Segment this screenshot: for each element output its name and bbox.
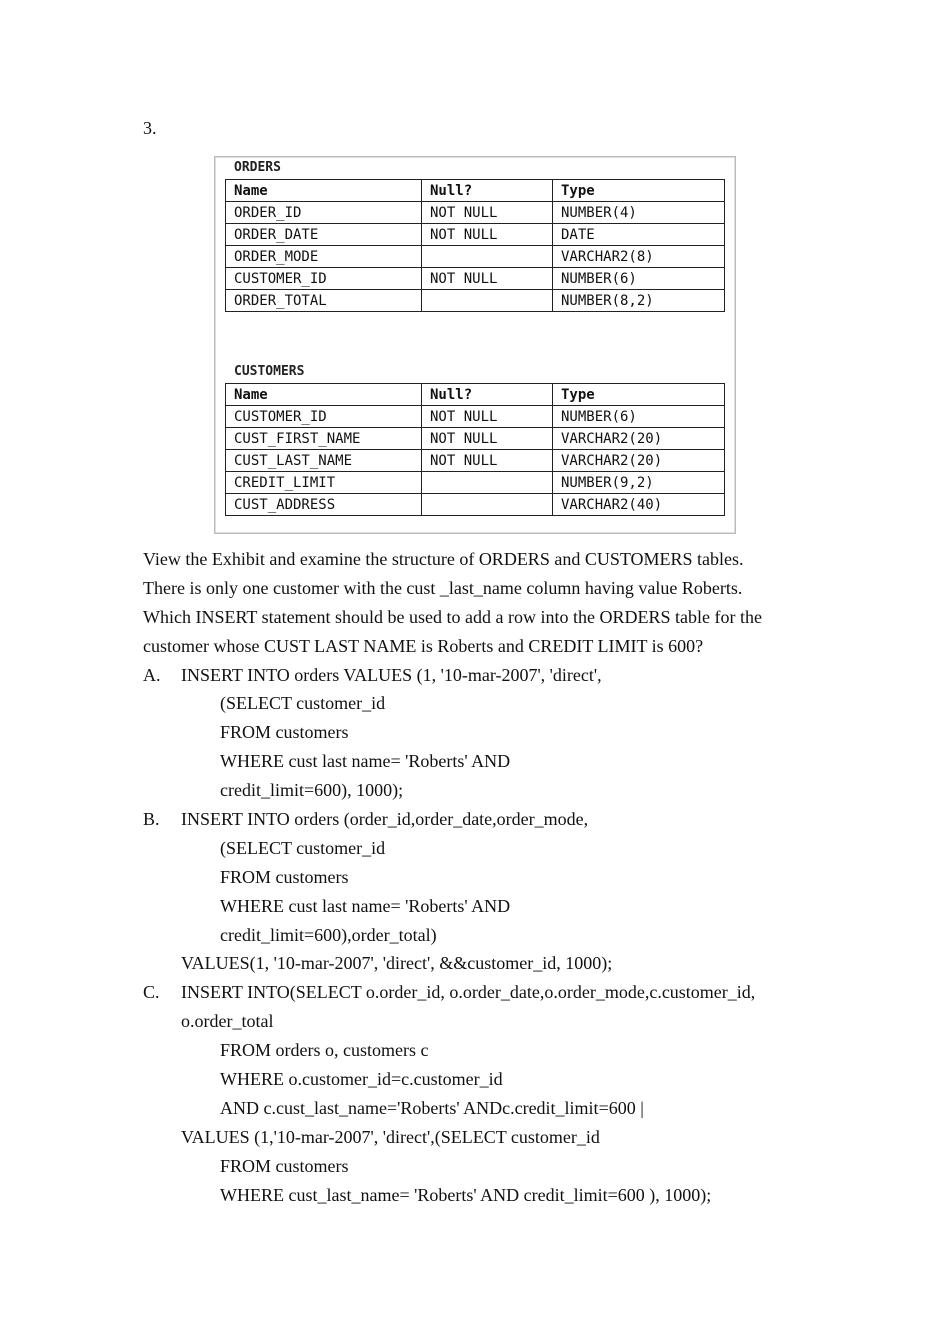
option-code-line: (SELECT customer_id [220,693,386,714]
cell-type: NUMBER(6) [553,406,725,428]
customers-table-block [225,363,723,516]
option-code-line: FROM customers [220,722,349,743]
customers-table-caption: CUSTOMERS [234,364,305,379]
stem-line: customer whose CUST LAST NAME is Roberts and CREDIT LIMIT is 600? [143,635,704,656]
cell-name: CUST_ADDRESS [226,494,422,516]
orders-table-caption: ORDERS [234,160,281,175]
cell-type: NUMBER(4) [553,202,725,224]
cell-type: VARCHAR2(20) [553,428,725,450]
option-code-line: WHERE cust last name= 'Roberts' AND [220,895,511,916]
table-header-row [226,180,725,202]
option-code-line: AND c.cust_last_name='Roberts' ANDc.credit_limit=600 | [220,1097,644,1118]
table-row [226,406,725,428]
cell-type: NUMBER(9,2) [553,472,725,494]
option-b-first-line [143,805,823,834]
column-header-null: Null? [422,180,553,202]
option-code: INSERT INTO orders (order_id,order_date,order_mode, [181,809,589,830]
cell-type: VARCHAR2(40) [553,494,725,516]
option-code-line: VALUES(1, '10-mar-2007', 'direct', &&customer_id, 1000); [181,953,613,974]
column-header-type: Type [553,384,725,406]
option-letter: A. [143,664,161,685]
option-code-line: FROM customers [220,1155,349,1176]
option-code-line: FROM customers [220,866,349,887]
cell-null: NOT NULL [422,428,553,450]
option-code-line: credit_limit=600), 1000); [220,780,404,801]
cell-name: ORDER_TOTAL [226,290,422,312]
cell-null: NOT NULL [422,202,553,224]
cell-null: NOT NULL [422,406,553,428]
column-header-null: Null? [422,384,553,406]
column-header-name: Name [226,384,422,406]
column-header-name: Name [226,180,422,202]
option-code-line: credit_limit=600),order_total) [220,924,437,945]
table-row [226,268,725,290]
option-c-first-line [143,978,823,1007]
cell-name: CREDIT_LIMIT [226,472,422,494]
option-code-line: WHERE cust_last_name= 'Roberts' AND credit_limit=600 ), 1000); [220,1184,712,1205]
cell-null: NOT NULL [422,268,553,290]
stem-line: Which INSERT statement should be used to add a row into the ORDERS table for the [143,606,762,627]
cell-null [422,472,553,494]
option-letter: C. [143,982,160,1003]
option-code-line: VALUES (1,'10-mar-2007', 'direct',(SELECT customer_id [181,1126,600,1147]
cell-name: CUSTOMER_ID [226,268,422,290]
cell-type: VARCHAR2(20) [553,450,725,472]
cell-null [422,494,553,516]
cell-null [422,290,553,312]
table-row [226,202,725,224]
cell-type: NUMBER(6) [553,268,725,290]
cell-name: ORDER_MODE [226,246,422,268]
cell-name: ORDER_DATE [226,224,422,246]
table-row [226,224,725,246]
stem-line: View the Exhibit and examine the structure of ORDERS and CUSTOMERS tables. [143,549,744,569]
cell-type: DATE [553,224,725,246]
cell-type: VARCHAR2(8) [553,246,725,268]
table-header-row [226,384,725,406]
cell-name: CUST_LAST_NAME [226,450,422,472]
cell-null: NOT NULL [422,450,553,472]
option-code-line: FROM orders o, customers c [220,1040,429,1061]
cell-type: NUMBER(8,2) [553,290,725,312]
cell-name: ORDER_ID [226,202,422,224]
option-code: INSERT INTO orders VALUES (1, '10-mar-2007', 'direct', [181,664,602,685]
question-body [143,545,823,1209]
cell-null [422,246,553,268]
table-row [226,428,725,450]
stem-line: There is only one customer with the cust _last_name column having value Roberts. [143,577,743,598]
table-row [226,450,725,472]
exhibit-image [214,156,736,534]
option-code: INSERT INTO(SELECT o.order_id, o.order_date,o.order_mode,c.customer_id, [181,982,756,1003]
cell-name: CUSTOMER_ID [226,406,422,428]
column-header-type: Type [553,180,725,202]
option-code-line: WHERE o.customer_id=c.customer_id [220,1069,503,1090]
orders-schema-table [225,179,725,312]
table-row [226,472,725,494]
table-row [226,246,725,268]
option-code-line: WHERE cust last name= 'Roberts' AND [220,751,511,772]
question-number: 3. [143,118,157,138]
cell-null: NOT NULL [422,224,553,246]
option-letter: B. [143,809,160,830]
cell-name: CUST_FIRST_NAME [226,428,422,450]
table-row [226,494,725,516]
option-a-first-line [143,661,823,690]
orders-table-block [225,159,723,312]
table-row [226,290,725,312]
customers-schema-table [225,383,725,516]
option-code-line: o.order_total [181,1011,274,1032]
option-code-line: (SELECT customer_id [220,837,386,858]
